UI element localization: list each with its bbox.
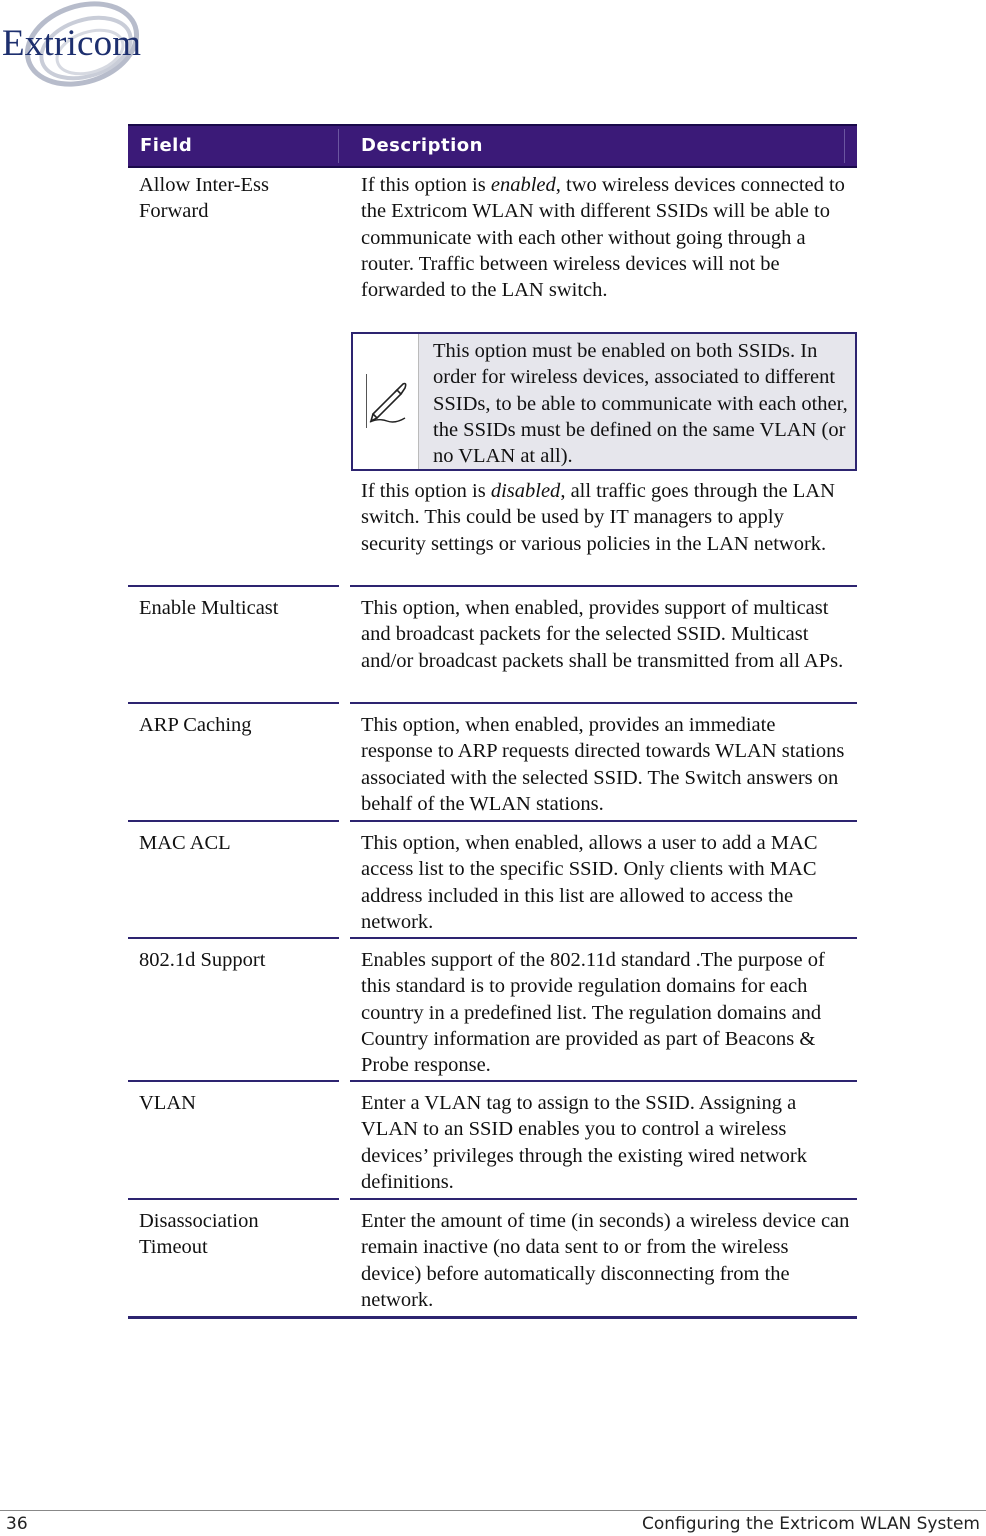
header-field: Field (140, 135, 193, 156)
field-disassociation-timeout: Disassociation Timeout (139, 1210, 259, 1259)
description-enable-multicast: This option, when enabled, provides support of multicast and broadcast packets for the selected SSID. Multicast and/or broadcast packets shall be transmitted from all APs. (361, 597, 844, 672)
description-arp-caching: This option, when enabled, provides an immediate response to ARP requests directed towards WLAN stations associated with the selected SSID. The Switch answers on behalf of the WLAN stations. (361, 714, 845, 815)
logo-text: Extricom (2, 23, 142, 64)
row-divider (128, 937, 339, 939)
row-divider (128, 585, 339, 587)
description-disassociation-timeout: Enter the amount of time (in seconds) a wireless device can remain inactive (no data sent to or from the wireless device) before automatically disconnecting from the network. (361, 1210, 850, 1311)
row-divider (350, 937, 857, 939)
row-divider (350, 1080, 857, 1082)
field-802-1d-support: 802.1d Support (139, 949, 266, 971)
description-allow-inter-ess-forward-enabled: If this option is enabled, two wireless devices connected to the Extricom WLAN with different SSIDs will be able to communicate with each other without going through a router. Traffic between wireless devices will not be forwarded to the LAN switch. (361, 174, 845, 302)
field-mac-acl: MAC ACL (139, 832, 231, 854)
row-divider (350, 1198, 857, 1200)
row-divider (128, 1198, 339, 1200)
chapter-title: Configuring the Extricom WLAN System (641, 1514, 980, 1534)
row-divider (350, 702, 857, 704)
page-number: 36 (6, 1514, 28, 1534)
row-divider (350, 820, 857, 822)
row-divider (350, 585, 857, 587)
header-description: Description (361, 135, 483, 156)
note-box (351, 332, 857, 471)
field-allow-inter-ess-forward: Allow Inter-Ess Forward (139, 174, 269, 223)
row-divider (128, 1080, 339, 1082)
field-vlan: VLAN (139, 1092, 196, 1114)
footer-rule (0, 1510, 986, 1511)
extricom-logo (0, 0, 140, 96)
note-icon-box (353, 334, 419, 469)
description-802-1d-support: Enables support of the 802.11d standard .The purpose of this standard is to provide regulation domains for each country in a predefined list. The regulation domains and Country information are provided as part of Beacons & Probe response. (361, 949, 825, 1077)
row-divider (128, 702, 339, 704)
field-enable-multicast: Enable Multicast (139, 597, 279, 619)
field-arp-caching: ARP Caching (139, 714, 252, 736)
writing-hand-icon (367, 374, 411, 428)
row-divider (128, 820, 339, 822)
description-allow-inter-ess-forward-disabled: If this option is disabled, all traffic goes through the LAN switch. This could be used by IT managers to apply security settings or various policies in the LAN network. (361, 480, 835, 555)
table-header (128, 124, 857, 168)
header-separator (338, 129, 339, 163)
header-separator (844, 129, 845, 163)
description-mac-acl: This option, when enabled, allows a user to add a MAC access list to the specific SSID. Only clients with MAC address included in this list are allowed to access the network. (361, 832, 818, 933)
table-bottom-rule (128, 1316, 857, 1319)
note-text: This option must be enabled on both SSIDs. In order for wireless devices, associated to different SSIDs, to be able to communicate with each other, the SSIDs must be defined on the same VLAN (or no VLAN at all). (433, 340, 848, 468)
description-vlan: Enter a VLAN tag to assign to the SSID. Assigning a VLAN to an SSID enables you to control a wireless devices’ privileges through the existing wired network definitions. (361, 1092, 807, 1193)
